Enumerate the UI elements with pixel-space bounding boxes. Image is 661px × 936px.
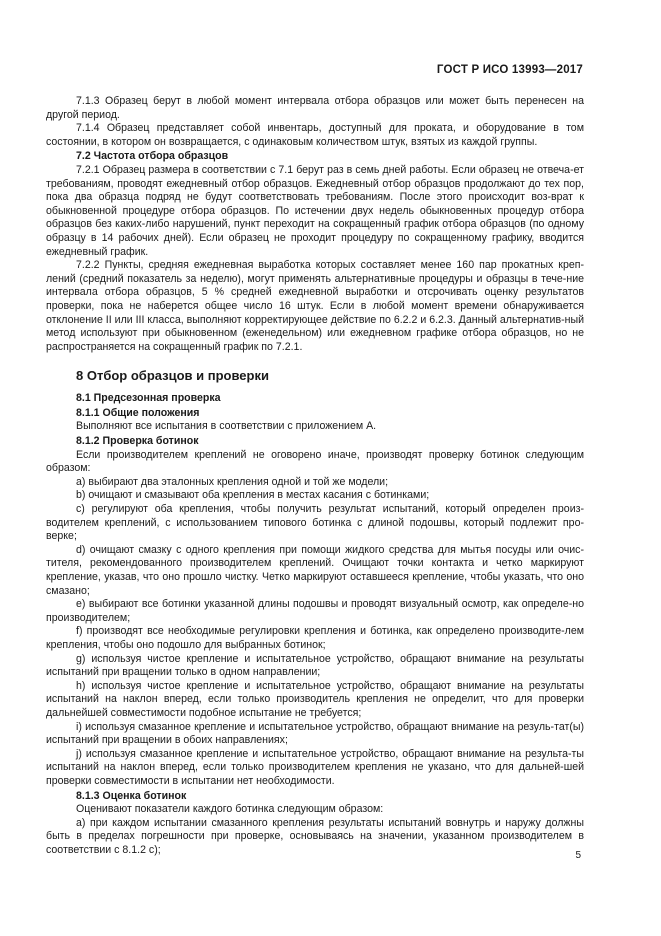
list-item-b: b) очищают и смазывают оба крепления в местах касания с ботинками; xyxy=(76,489,430,502)
list-item-j: j) используя смазанное крепление и испытательное устройство, обращают внимание на результа-ты испытаний на наклон вперед, если только производителем крепления не указано, что для дальней-шей проверки совместимости в испытании нет необходимости. xyxy=(46,747,584,787)
heading-8-1: 8.1 Предсезонная проверка xyxy=(76,392,221,405)
heading-8-1-1: 8.1.1 Общие положения xyxy=(76,406,200,419)
page-number: 5 xyxy=(575,850,581,861)
paragraph-8-1-1: Выполняют все испытания в соответствии с приложением А. xyxy=(76,420,377,433)
list-item-i: i) используя смазанное крепление и испытательное устройство, обращают внимание на резуль-тат(ы) испытаний при вращении в обоих направлениях; xyxy=(46,720,584,747)
list-item-a: a) выбирают два эталонных крепления одной и той же модели; xyxy=(76,475,389,488)
section-heading-8: 8 Отбор образцов и проверки xyxy=(76,368,269,384)
page-body xyxy=(46,95,584,857)
paragraph-7-2-2: 7.2.2 Пункты, средняя ежедневная выработка которых составляет менее 160 пар прокатных креп-лений (средний показатель за неделю), могут применять альтернативные процедуры и образцы в тече-ние интервала отбора образцов, 5 % средней ежедневной выработки и отсрочивать оценку результатов проверки, пока не наберется общее число 16 штук. Если в любой момент времени обнаруживается отклонение II или III класса, выполняют корректирующее действие по 6.2.2 и 6.2.3. Данный альтернатив-ный метод используют при обыкновенном (еженедельном) или ежедневном графике отбора образцов, но не распространяется на сокращенный график по 7.2.1. xyxy=(46,259,584,353)
paragraph-8-1-2-intro: Если производителем креплений не оговорено иначе, производят проверку ботинок следующим образом: xyxy=(46,448,584,475)
list-item-g: g) используя чистое крепление и испытательное устройство, обращают внимание на результаты испытаний при вращении только в одном направлении; xyxy=(46,652,584,679)
paragraph-7-1-3: 7.1.3 Образец берут в любой момент интервала отбора образцов или может быть перенесен на другой период. xyxy=(46,95,584,121)
list-item-d: d) очищают смазку с одного крепления при помощи жидкого средства для мытья посуды или очис-тителя, рекомендованного производителем креплений. Очищают точки контакта и четко маркируют крепление, указав, что оно прошло чистку. Четко маркируют оставшееся крепление, чтобы указать, что оно смазано; xyxy=(46,543,584,597)
heading-8-1-3: 8.1.3 Оценка ботинок xyxy=(76,789,187,802)
standard-header: ГОСТ Р ИСО 13993—2017 xyxy=(436,64,583,76)
heading-8-1-2: 8.1.2 Проверка ботинок xyxy=(76,435,199,448)
paragraph-8-1-3-intro: Оценивают показатели каждого ботинка следующим образом: xyxy=(76,803,384,816)
list-item-f: f) производят все необходимые регулировки крепления и ботинка, как определено производите-лем крепления, чтобы оно подошло для выбранных ботинок; xyxy=(46,625,584,651)
paragraph-7-2-1: 7.2.1 Образец размера в соответствии с 7.1 берут раз в семь дней работы. Если образец не отвеча-ет требованиям, проводят ежедневный отбор образцов. Ежедневный отбор образцов продолжают до тех пор, пока два образца подряд не будут соответствовать требованиям. После этого происходит воз-врат к обыкновенной процедуре отбора образцов. По истечении двух недель обыкновенных процедур отбора образцов без каких-либо нарушений, пункт переходит на сокращенный график отбора образцов (по одному образцу в 14 рабочих дней). Если образец не проходит процедуру по сокращенному графику, вводится ежедневный график. xyxy=(46,163,584,258)
list-item-c: c) регулируют оба крепления, чтобы получить результат испытаний, который определен произ-водителем креплений, с использованием типового ботинка с длиной подошвы, который подлежит про-верке; xyxy=(46,503,584,543)
heading-7-2: 7.2 Частота отбора образцов xyxy=(76,150,229,163)
list-item-h: h) используя чистое крепление и испытательное устройство, обращают внимание на результаты испытаний на наклон вперед, если только производитель крепления не определит, что для проверки дальнейшей совместимости подобное испытание не требуется; xyxy=(46,679,584,719)
list-item-8-1-3-a: a) при каждом испытании смазанного крепления результаты испытаний вовнутрь и наружу должны быть в пределах погрешности при проверке, основываясь на значении, указанном производителем в соответствии с 8.1.2 c); xyxy=(46,816,584,856)
paragraph-7-1-4: 7.1.4 Образец представляет собой инвентарь, доступный для проката, и оборудование в том состоянии, в котором он возвращается, с одинаковым количеством штук, взятых из каждой группы. xyxy=(46,122,584,148)
list-item-e: e) выбирают все ботинки указанной длины подошвы и проводят визуальный осмотр, как определе-но производителем; xyxy=(46,598,584,624)
